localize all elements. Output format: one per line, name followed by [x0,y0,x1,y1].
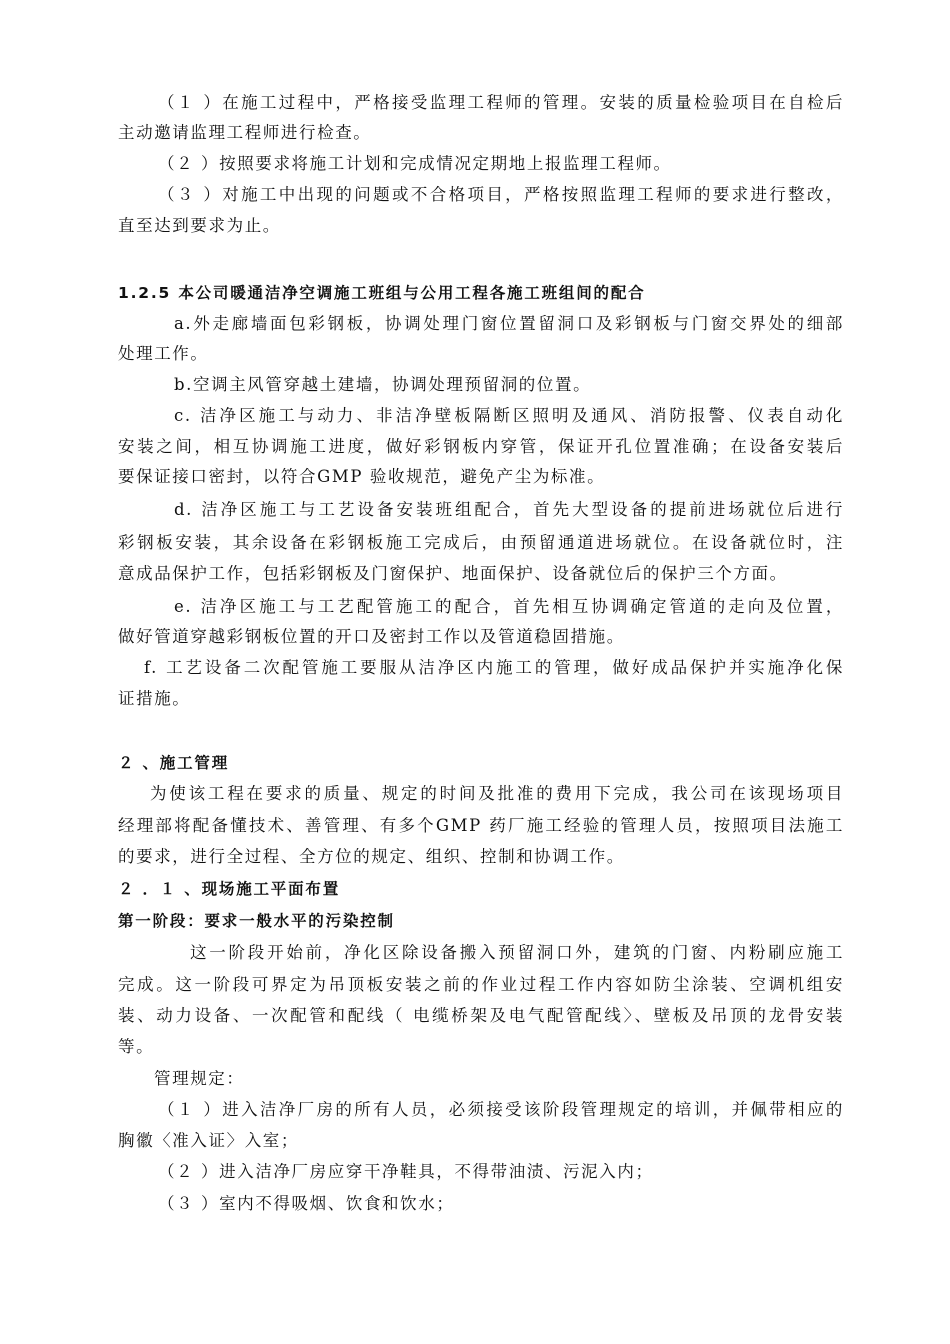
rule-2: （２ ）进入洁净厂房应穿干净鞋具，不得带油渍、污泥入内； [158,1162,654,1181]
supervision-item-2: （２ ）按照要求将施工计划和完成情况定期地上报监理工程师。 [158,154,672,173]
coordination-item-d-line-2: 彩钢板安装，其余设备在彩钢板施工完成后，由预留通道进场就位。在设备就位时，注 [118,533,844,552]
section-2-heading: ２ 、施工管理 [118,754,229,772]
rule-1-line-2: 胸徽〈准入证〉入室； [118,1131,299,1150]
management-paragraph-line-3: 的要求，进行全过程、全方位的规定、组织、控制和协调工作。 [118,847,625,866]
coordination-item-f-line-1: f. 工艺设备二次配管施工要服从洁净区内施工的管理，做好成品保护并实施净化保 [144,658,844,677]
rules-label: 管理规定： [154,1069,245,1088]
phase-one-paragraph-line-2: 完成。这一阶段可界定为吊顶板安装之前的作业过程工作内容如防尘涂装、空调机组安 [118,975,844,994]
coordination-item-e-line-1: e. 洁净区施工与工艺配管施工的配合，首先相互协调确定管道的走向及位置， [174,597,844,616]
section-21-heading: ２ ．１ 、现场施工平面布置 [118,880,340,898]
coordination-item-e-line-2: 做好管道穿越彩钢板位置的开口及密封工作以及管道稳固措施。 [118,627,625,646]
management-paragraph-line-2: 经理部将配备懂技术、善管理、有多个GMP 药厂施工经验的管理人员，按照项目法施工 [118,816,844,835]
supervision-item-3-line-1: （３ ）对施工中出现的问题或不合格项目，严格按照监理工程师的要求进行整改， [158,185,844,204]
coordination-item-b: b.空调主风管穿越土建墙，协调处理预留洞的位置。 [174,375,592,394]
coordination-item-a-line-1: a.外走廊墙面包彩钢板，协调处理门窗位置留洞口及彩钢板与门窗交界处的细部 [174,314,844,333]
rule-1-line-1: （１ ）进入洁净厂房的所有人员，必须接受该阶段管理规定的培训，并佩带相应的 [158,1100,844,1119]
supervision-item-3-line-2: 直至达到要求为止。 [118,216,281,235]
phase-one-paragraph-line-4: 等。 [118,1037,155,1056]
coordination-item-d-line-1: d. 洁净区施工与工艺设备安装班组配合，首先大型设备的提前进场就位后进行 [174,500,844,519]
coordination-item-a-line-2: 处理工作。 [118,344,209,363]
management-paragraph-line-1: 为使该工程在要求的质量、规定的时间及批准的费用下完成，我公司在该现场项目 [150,784,844,803]
coordination-item-c-line-2: 安装之间，相互协调施工进度，做好彩钢板内穿管，保证开孔位置准确；在设备安装后 [118,437,844,456]
phase-one-paragraph-line-1: 这一阶段开始前，净化区除设备搬入预留洞口外，建筑的门窗、内粉刷应施工 [190,943,844,962]
coordination-item-f-line-2: 证措施。 [118,689,191,708]
rule-3: （３ ）室内不得吸烟、饮食和饮水； [158,1194,455,1213]
section-125-heading: 1.2.5 本公司暖通洁净空调施工班组与公用工程各施工班组间的配合 [118,284,646,302]
supervision-item-1-line-1: （１ ）在施工过程中，严格接受监理工程师的管理。安装的质量检验项目在自检后 [158,93,844,112]
coordination-item-c-line-3: 要保证接口密封，以符合GMP 验收规范，避免产尘为标准。 [118,467,606,486]
phase-one-heading: 第一阶段：要求一般水平的污染控制 [118,912,395,930]
supervision-item-1-line-2: 主动邀请监理工程师进行检查。 [118,123,372,142]
phase-one-paragraph-line-3: 装、动力设备、一次配管和配线（ 电缆桥架及电气配管配线〉、壁板及吊顶的龙骨安装 [118,1006,844,1025]
coordination-item-d-line-3: 意成品保护工作，包括彩钢板及门窗保护、地面保护、设备就位后的保护三个方面。 [118,564,788,583]
coordination-item-c-line-1: c. 洁净区施工与动力、非洁净壁板隔断区照明及通风、消防报警、仪表自动化 [174,406,844,425]
